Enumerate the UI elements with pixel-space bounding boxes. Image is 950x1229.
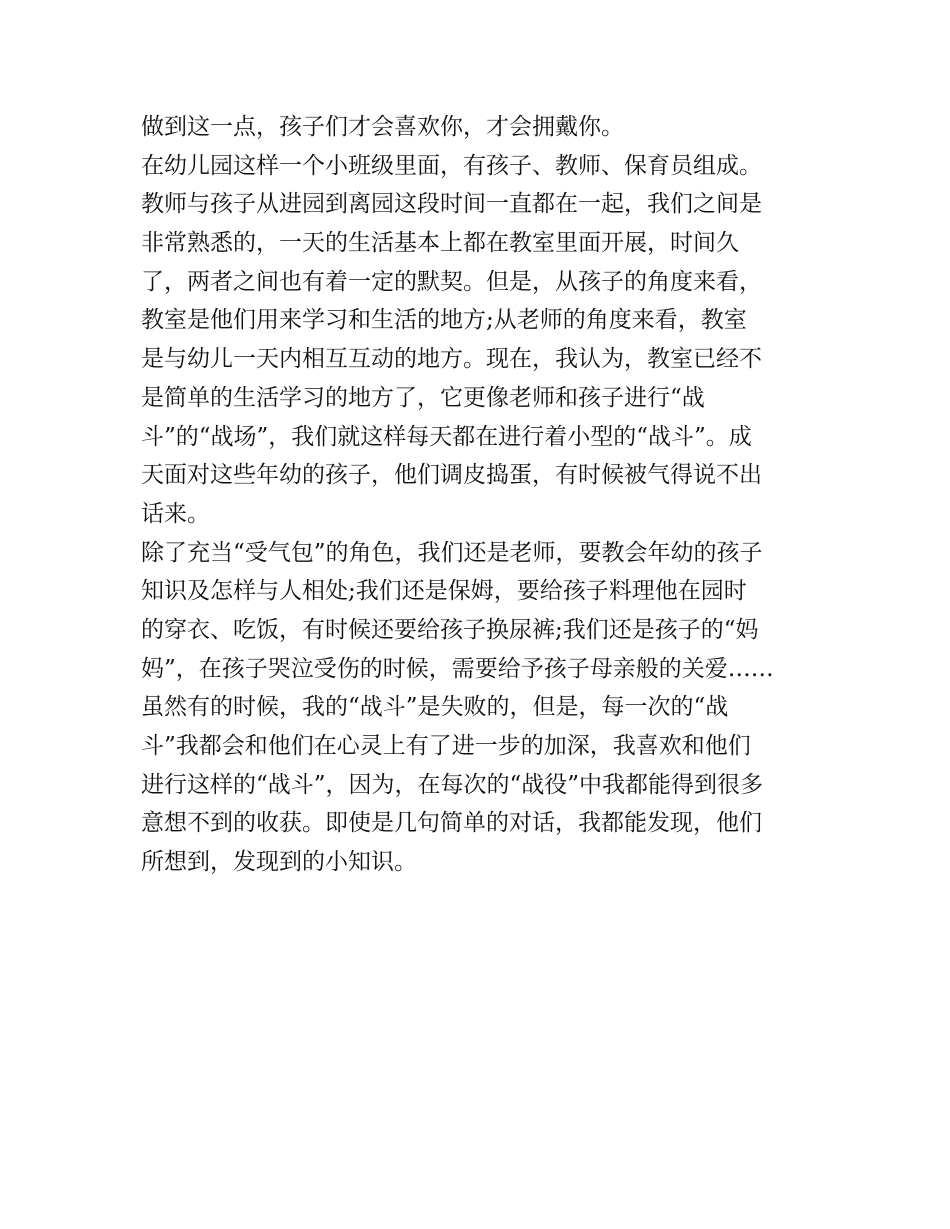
text-line: 意想不到的收获。即使是几句简单的对话，我都能发现，他们 xyxy=(141,810,762,837)
text-line: 是与幼儿一天内相互互动的地方。现在，我认为，教室已经不 xyxy=(141,346,762,373)
text-line: 做到这一点，孩子们才会喜欢你，才会拥戴你。 xyxy=(141,114,624,140)
text-line: 了，两者之间也有着一定的默契。但是，从孩子的角度来看， xyxy=(141,268,762,295)
text-line: 知识及怎样与人相处;我们还是保姆，要给孩子料理他在园时 xyxy=(141,578,747,605)
text-line: 斗”我都会和他们在心灵上有了进一步的加深，我喜欢和他们 xyxy=(141,733,751,759)
text-line: 所想到，发现到的小知识。 xyxy=(141,849,417,876)
text-line: 非常熟悉的，一天的生活基本上都在教室里面开展，时间久 xyxy=(141,230,739,257)
text-line: 教师与孩子从进园到离园这段时间一直都在一起，我们之间是 xyxy=(141,191,762,218)
text-line: 除了充当“受气包”的角色，我们还是老师，要教会年幼的孩子 xyxy=(141,539,763,566)
text-line: 斗”的“战场”，我们就这样每天都在进行着小型的“战斗”。成 xyxy=(141,423,752,450)
text-line: 进行这样的“战斗”，因为，在每次的“战役”中我都能得到很多 xyxy=(141,771,764,798)
body-text xyxy=(141,108,821,882)
text-line: 在幼儿园这样一个小班级里面，有孩子、教师、保育员组成。 xyxy=(141,152,762,179)
text-line: 教室是他们用来学习和生活的地方;从老师的角度来看，教室 xyxy=(141,307,747,334)
text-line: 的穿衣、吃饭，有时候还要给孩子换尿裤;我们还是孩子的“妈 xyxy=(141,616,759,643)
text-line: 妈”，在孩子哭泣受伤的时候，需要给予孩子母亲般的关爱…… xyxy=(141,655,774,682)
text-line: 虽然有的时候，我的“战斗”是失败的，但是，每一次的“战 xyxy=(141,694,729,721)
text-line: 话来。 xyxy=(141,500,210,527)
text-line: 天面对这些年幼的孩子，他们调皮捣蛋，有时候被气得说不出 xyxy=(141,462,762,489)
text-line: 是简单的生活学习的地方了，它更像老师和孩子进行“战 xyxy=(141,384,705,411)
